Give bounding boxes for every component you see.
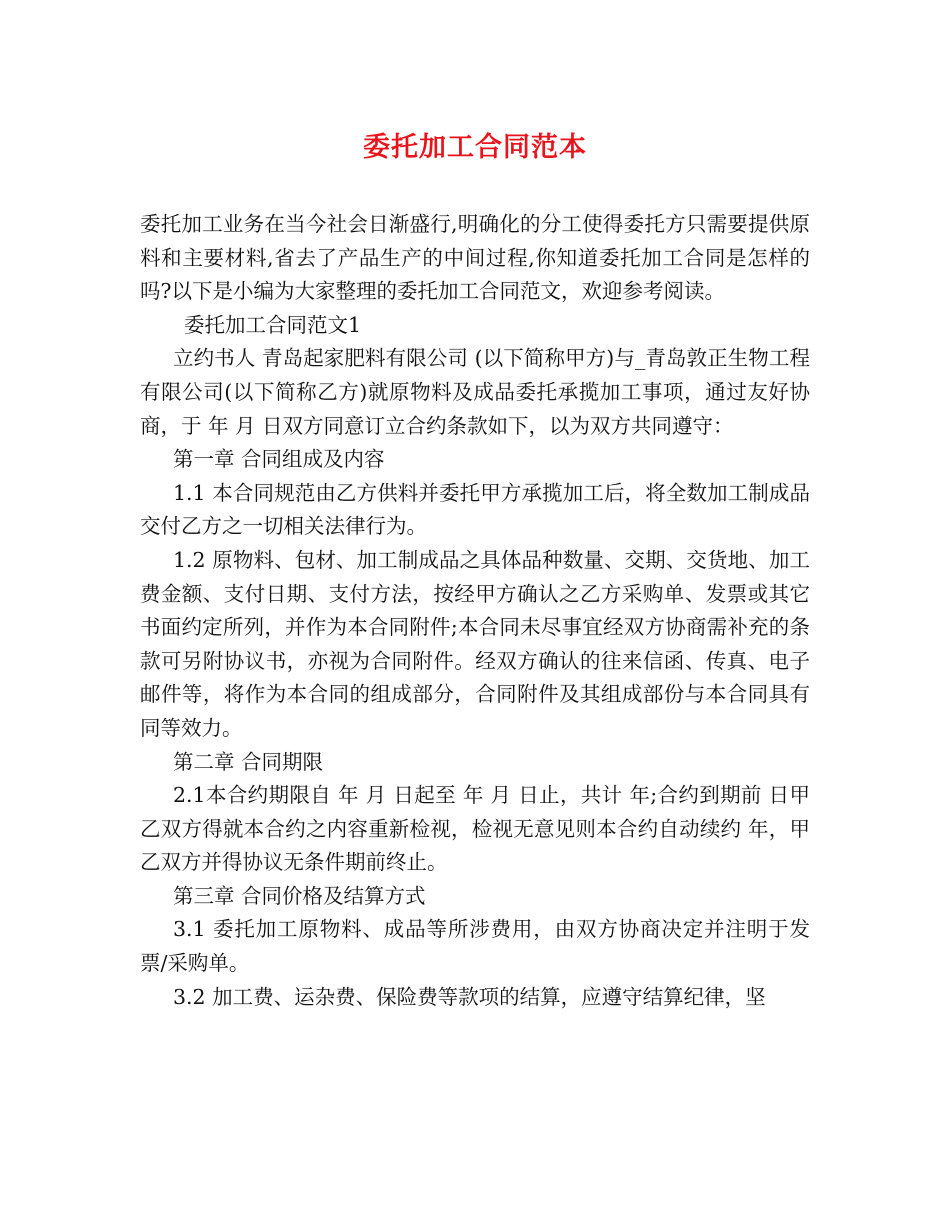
chapter-heading-2: 第二章 合同期限 [173, 749, 324, 774]
paragraph-intro: 委托加工业务在当今社会日渐盛行,明确化的分工使得委托方只需要提供原料和主要材料,省去了产品生产的中间过程,你知道委托加工合同是怎样的吗?以下是小编为大家整理的委托加工合同范文，欢迎参考阅读。 [140, 212, 810, 304]
clause-1-1: 1.1 本合同规范由乙方供料并委托甲方承揽加工后，将全数加工制成品交付乙方之一切相关法律行为。 [140, 480, 810, 539]
clause-3-1: 3.1 委托加工原物料、成品等所涉费用，由双方协商决定并注明于发票/采购单。 [140, 917, 810, 976]
chapter-heading-3: 第三章 合同价格及结算方式 [173, 883, 426, 908]
paragraph-sample-heading: 委托加工合同范文1 [184, 312, 362, 337]
clause-3-2: 3.2 加工费、运杂费、保险费等款项的结算，应遵守结算纪律，坚 [173, 984, 766, 1009]
clause-2-1: 2.1本合约期限自 年 月 日起至 年 月 日止，共计 年;合约到期前 日甲乙双方得就本合约之内容重新检视，检视无意见则本合约自动续约 年，甲乙双方并得协议无条件期前终止。 [140, 783, 810, 875]
document-title: 委托加工合同范本 [363, 132, 587, 163]
document-body [140, 208, 810, 1014]
clause-1-2: 1.2 原物料、包材、加工制成品之具体品种数量、交期、交货地、加工费金额、支付日期、支付方法，按经甲方确认之乙方采购单、发票或其它书面约定所列，并作为本合同附件;本合同未尽事宜经双方协商需补充的条款可另附协议书，亦视为合同附件。经双方确认的往来信函、传真、电子邮件等，将作为本合同的组成部分，合同附件及其组成部份与本合同具有同等效力。 [140, 547, 810, 740]
chapter-heading-1: 第一章 合同组成及内容 [173, 447, 385, 472]
paragraph-parties: 立约书人 青岛起家肥料有限公司 (以下简称甲方)与_青岛敦正生物工程有限公司(以下简称乙方)就原物料及成品委托承揽加工事项，通过友好协商，于 年 月 日双方同意订立合约条款如下，以为双方共同遵守： [140, 346, 810, 438]
